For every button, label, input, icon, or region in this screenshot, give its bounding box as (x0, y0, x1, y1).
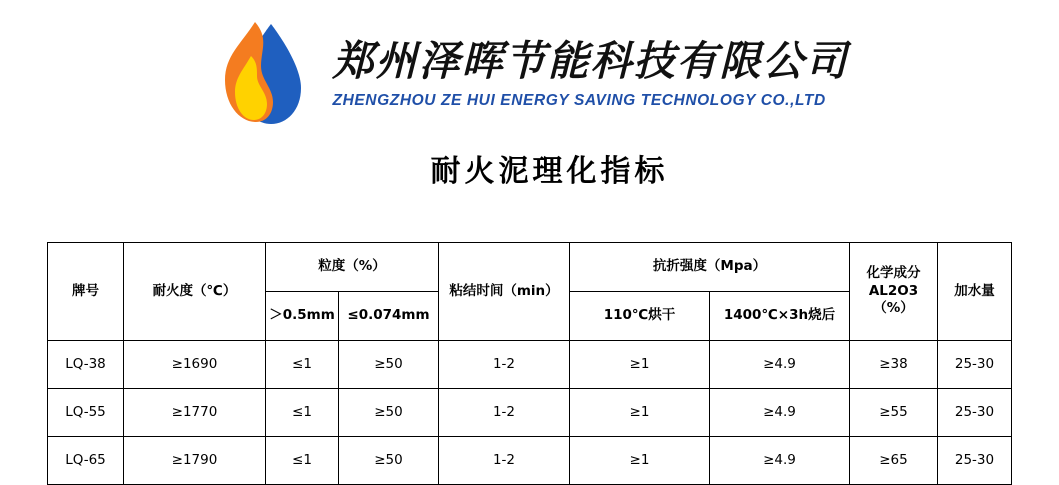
flame-drop-logo-icon (211, 18, 319, 130)
cell-water-add: 25-30 (938, 341, 1012, 389)
cell-bonding-time: 1-2 (439, 341, 570, 389)
cell-refractoriness: ≥1690 (124, 341, 266, 389)
cell-water-add: 25-30 (938, 437, 1012, 485)
col-header-dry-110: 110℃烘干 (570, 292, 710, 341)
col-header-gran-coarse: ＞0.5mm (266, 292, 339, 341)
col-header-chemical: 化学成分AL2O3（%） (850, 243, 938, 341)
cell-chemical: ≥55 (850, 389, 938, 437)
cell-dry-110: ≥1 (570, 437, 710, 485)
cell-chemical: ≥65 (850, 437, 938, 485)
company-name-cn: 郑州泽晖节能科技有限公司 (332, 38, 849, 85)
cell-brand: LQ-38 (48, 341, 124, 389)
cell-gran-fine: ≥50 (339, 341, 439, 389)
cell-fired-1400: ≥4.9 (710, 341, 850, 389)
col-header-water-add: 加水量 (938, 243, 1012, 341)
cell-bonding-time: 1-2 (439, 389, 570, 437)
cell-chemical: ≥38 (850, 341, 938, 389)
company-name-en: ZHENGZHOU ZE HUI ENERGY SAVING TECHNOLOGY CO.,LTD (332, 91, 826, 109)
cell-bonding-time: 1-2 (439, 437, 570, 485)
col-header-brand: 牌号 (48, 243, 124, 341)
col-header-refractoriness: 耐火度（℃） (124, 243, 266, 341)
col-header-fired-1400: 1400℃×3h烧后 (710, 292, 850, 341)
cell-gran-coarse: ≤1 (266, 341, 339, 389)
col-header-bonding-time: 粘结时间（min） (439, 243, 570, 341)
col-header-flexural-strength: 抗折强度（Mpa） (570, 243, 850, 292)
cell-dry-110: ≥1 (570, 389, 710, 437)
cell-refractoriness: ≥1770 (124, 389, 266, 437)
spec-table (47, 242, 1012, 485)
cell-gran-fine: ≥50 (339, 389, 439, 437)
cell-gran-coarse: ≤1 (266, 437, 339, 485)
company-header (0, 0, 1059, 130)
cell-brand: LQ-65 (48, 437, 124, 485)
table-header-row-1 (48, 243, 1012, 292)
cell-dry-110: ≥1 (570, 341, 710, 389)
table-row (48, 389, 1012, 437)
cell-brand: LQ-55 (48, 389, 124, 437)
page-title: 耐火泥理化指标 (430, 154, 669, 189)
col-header-granularity: 粒度（%） (266, 243, 439, 292)
col-header-gran-fine: ≤0.074mm (339, 292, 439, 341)
company-name-block (333, 38, 849, 109)
cell-gran-coarse: ≤1 (266, 389, 339, 437)
spec-table-container (47, 242, 1012, 485)
cell-water-add: 25-30 (938, 389, 1012, 437)
cell-gran-fine: ≥50 (339, 437, 439, 485)
cell-refractoriness: ≥1790 (124, 437, 266, 485)
cell-fired-1400: ≥4.9 (710, 437, 850, 485)
table-row (48, 341, 1012, 389)
table-body (48, 341, 1012, 485)
cell-fired-1400: ≥4.9 (710, 389, 850, 437)
table-row (48, 437, 1012, 485)
